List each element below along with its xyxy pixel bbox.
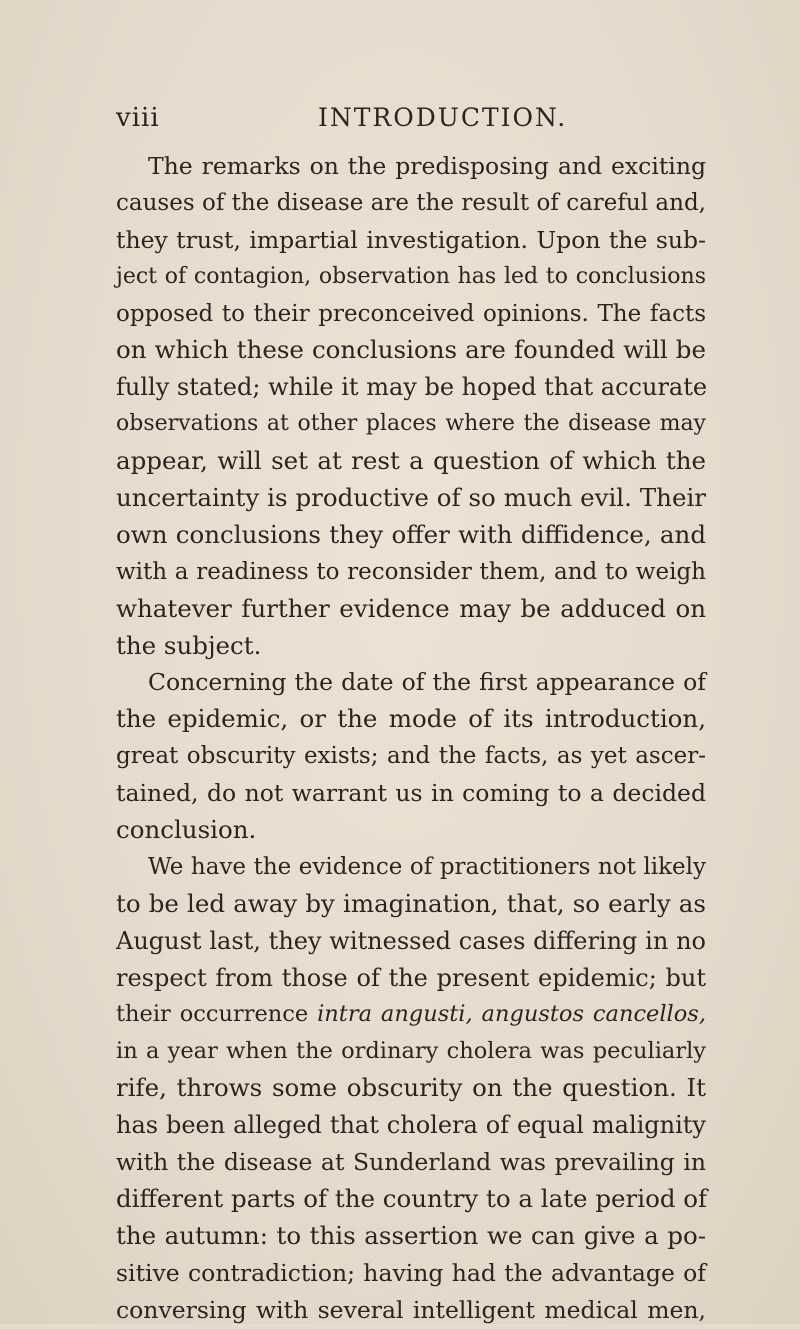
text-line: whatever further evidence may be adduced on bbox=[116, 593, 706, 623]
text-line: opposed to their preconceived opinions. The facts bbox=[116, 300, 706, 327]
text-line: own conclusions they offer with diffidence, and bbox=[116, 519, 706, 549]
text-line: tained, do not warrant us in coming to a decided bbox=[116, 779, 706, 808]
page-number: viii bbox=[116, 103, 160, 133]
body-text bbox=[116, 148, 706, 1329]
text-line: appear, will set at rest a question of which the bbox=[116, 446, 706, 476]
text-line: great obscurity exists; and the facts, as yet ascer- bbox=[116, 743, 706, 770]
page-header bbox=[116, 100, 716, 136]
text-line: We have the evidence of practitioners not likely bbox=[148, 853, 706, 880]
text-line: August last, they witnessed cases differing in no bbox=[116, 926, 706, 955]
text-line: the subject. bbox=[116, 630, 262, 660]
text-line: the autumn: to this assertion we can give a po- bbox=[116, 1220, 706, 1250]
text-line: different parts of the country to a late period of bbox=[116, 1183, 708, 1213]
text-line: sitive contradiction; having had the advantage of bbox=[116, 1258, 706, 1287]
text-line: uncertainty is productive of so much evil. Their bbox=[116, 483, 706, 513]
text-line: Concerning the date of the first appearance of bbox=[148, 668, 706, 697]
running-head: INTRODUCTION. bbox=[318, 103, 568, 132]
text-line: on which these conclusions are founded will be bbox=[116, 335, 706, 365]
text-line: rife, throws some obscurity on the question. It bbox=[116, 1073, 706, 1103]
text-line: The remarks on the predisposing and exciting bbox=[148, 152, 706, 180]
text-line: has been alleged that cholera of equal malignity bbox=[116, 1111, 706, 1140]
text-line: conclusion. bbox=[116, 815, 257, 845]
text-line: they trust, impartial investigation. Upon the sub- bbox=[116, 225, 706, 254]
text-line: fully stated; while it may be hoped that accurate bbox=[116, 373, 708, 402]
text-line: the epidemic, or the mode of its introduction, bbox=[116, 704, 706, 734]
text-line: causes of the disease are the result of careful and, bbox=[116, 189, 706, 216]
text-line: ject of contagion, observation has led to conclusions bbox=[116, 263, 706, 289]
text-line: in a year when the ordinary cholera was peculiarly bbox=[116, 1038, 706, 1065]
text-line: conversing with several intelligent medical men, bbox=[116, 1295, 706, 1324]
text-line: with a readiness to reconsider them, and to weigh bbox=[116, 558, 706, 585]
text-line: respect from those of the present epidemic; but bbox=[116, 963, 706, 992]
text-line: observations at other places where the disease may bbox=[116, 411, 706, 437]
text-line: their occurrence intra angusti, angustos cancellos, bbox=[116, 1001, 706, 1028]
text-line: to be led away by imagination, that, so early as bbox=[116, 888, 706, 918]
text-line: with the disease at Sunderland was prevailing in bbox=[116, 1148, 706, 1177]
